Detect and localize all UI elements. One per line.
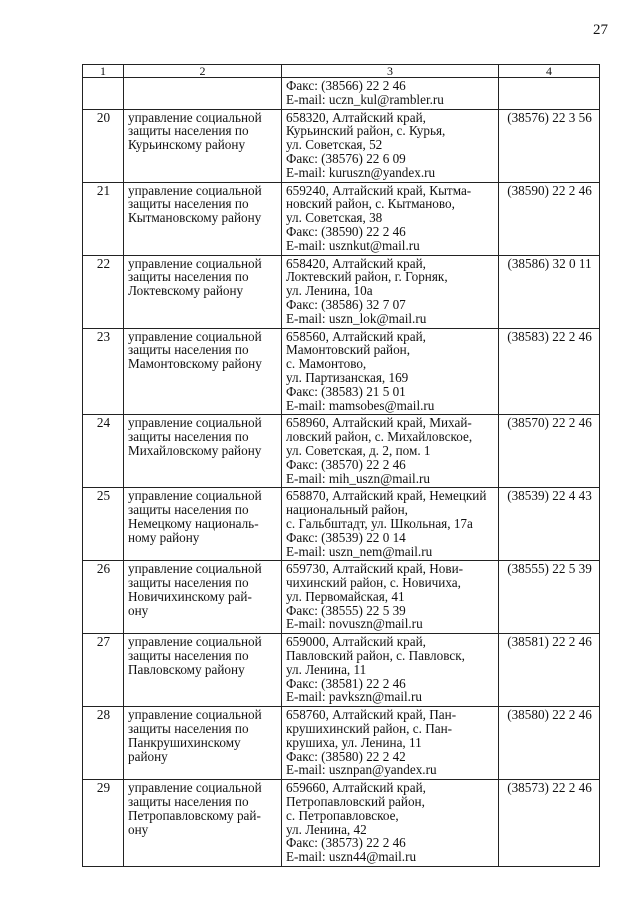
address-contacts: 658870, Алтайский край, Немецкий национальный район, с. Гальбштадт, ул. Школьная, 17а Факс: (38539) 22 0 14 E-mail: uszn_nem@mail.ru <box>282 488 499 561</box>
header-cell: 3 <box>282 65 499 78</box>
phone-number <box>499 78 600 110</box>
organization-name: управление социальной защиты населения по Михайловскому району <box>124 415 282 488</box>
address-contacts: 658960, Алтайский край, Михай- ловский район, с. Михайловское, ул. Советская, д. 2, пом. 1 Факс: (38570) 22 2 46 E-mail: mih_uszn@mail.ru <box>282 415 499 488</box>
row-number <box>83 78 124 110</box>
organization-name: управление социальной защиты населения по Петропавловскому рай- ону <box>124 780 282 867</box>
header-cell: 2 <box>124 65 282 78</box>
phone-number: (38586) 32 0 11 <box>499 255 600 328</box>
table-row <box>83 488 600 561</box>
row-number: 21 <box>83 182 124 255</box>
phone-number: (38590) 22 2 46 <box>499 182 600 255</box>
address-contacts: 658420, Алтайский край, Локтевский район, г. Горняк, ул. Ленина, 10а Факс: (38586) 32 7 07 E-mail: uszn_lok@mail.ru <box>282 255 499 328</box>
organization-name: управление социальной защиты населения по Курьинскому району <box>124 109 282 182</box>
table-row <box>83 328 600 415</box>
header-cell: 4 <box>499 65 600 78</box>
row-number: 23 <box>83 328 124 415</box>
table-row <box>83 634 600 707</box>
page-number: 27 <box>593 22 608 38</box>
address-contacts: 659660, Алтайский край, Петропавловский район, с. Петропавловское, ул. Ленина, 42 Факс: (38573) 22 2 46 E-mail: uszn44@mail.ru <box>282 780 499 867</box>
row-number: 29 <box>83 780 124 867</box>
table-row <box>83 255 600 328</box>
row-number: 26 <box>83 561 124 634</box>
address-contacts: Факс: (38566) 22 2 46 E-mail: uczn_kul@rambler.ru <box>282 78 499 110</box>
table-row <box>83 109 600 182</box>
table-row <box>83 561 600 634</box>
address-contacts: 658760, Алтайский край, Пан- крушихинский район, с. Пан- крушиха, ул. Ленина, 11 Факс: (38580) 22 2 42 E-mail: usznpan@yandex.ru <box>282 707 499 780</box>
organization-name: управление социальной защиты населения по Локтевскому району <box>124 255 282 328</box>
table-header-row <box>83 65 600 78</box>
phone-number: (38583) 22 2 46 <box>499 328 600 415</box>
phone-number: (38581) 22 2 46 <box>499 634 600 707</box>
phone-number: (38555) 22 5 39 <box>499 561 600 634</box>
row-number: 27 <box>83 634 124 707</box>
address-contacts: 659730, Алтайский край, Нови- чихинский район, с. Новичиха, ул. Первомайская, 41 Факс: (38555) 22 5 39 E-mail: novuszn@mail.ru <box>282 561 499 634</box>
address-contacts: 658320, Алтайский край, Курьинский район, с. Курья, ул. Советская, 52 Факс: (38576) 22 6 09 E-mail: kuruszn@yandex.ru <box>282 109 499 182</box>
table-row <box>83 415 600 488</box>
organization-name: управление социальной защиты населения по Немецкому националь- ному району <box>124 488 282 561</box>
address-contacts: 658560, Алтайский край, Мамонтовский район, с. Мамонтово, ул. Партизанская, 169 Факс: (38583) 21 5 01 E-mail: mamsobes@mail.ru <box>282 328 499 415</box>
phone-number: (38576) 22 3 56 <box>499 109 600 182</box>
phone-number: (38570) 22 2 46 <box>499 415 600 488</box>
phone-number: (38573) 22 2 46 <box>499 780 600 867</box>
header-cell: 1 <box>83 65 124 78</box>
table-row <box>83 707 600 780</box>
table-row <box>83 78 600 110</box>
address-contacts: 659000, Алтайский край, Павловский район, с. Павловск, ул. Ленина, 11 Факс: (38581) 22 2 46 E-mail: pavkszn@mail.ru <box>282 634 499 707</box>
row-number: 22 <box>83 255 124 328</box>
phone-number: (38539) 22 4 43 <box>499 488 600 561</box>
row-number: 24 <box>83 415 124 488</box>
row-number: 20 <box>83 109 124 182</box>
phone-number: (38580) 22 2 46 <box>499 707 600 780</box>
contacts-table <box>82 64 600 867</box>
organization-name: управление социальной защиты населения по Новичихинскому рай- ону <box>124 561 282 634</box>
organization-name: управление социальной защиты населения по Кытмановскому району <box>124 182 282 255</box>
table-row <box>83 780 600 867</box>
row-number: 25 <box>83 488 124 561</box>
table-row <box>83 182 600 255</box>
organization-name: управление социальной защиты населения по Павловскому району <box>124 634 282 707</box>
row-number: 28 <box>83 707 124 780</box>
organization-name <box>124 78 282 110</box>
organization-name: управление социальной защиты населения по Панкрушихинскому району <box>124 707 282 780</box>
address-contacts: 659240, Алтайский край, Кытма- новский район, с. Кытманово, ул. Советская, 38 Факс: (38590) 22 2 46 E-mail: usznkut@mail.ru <box>282 182 499 255</box>
organization-name: управление социальной защиты населения по Мамонтовскому району <box>124 328 282 415</box>
